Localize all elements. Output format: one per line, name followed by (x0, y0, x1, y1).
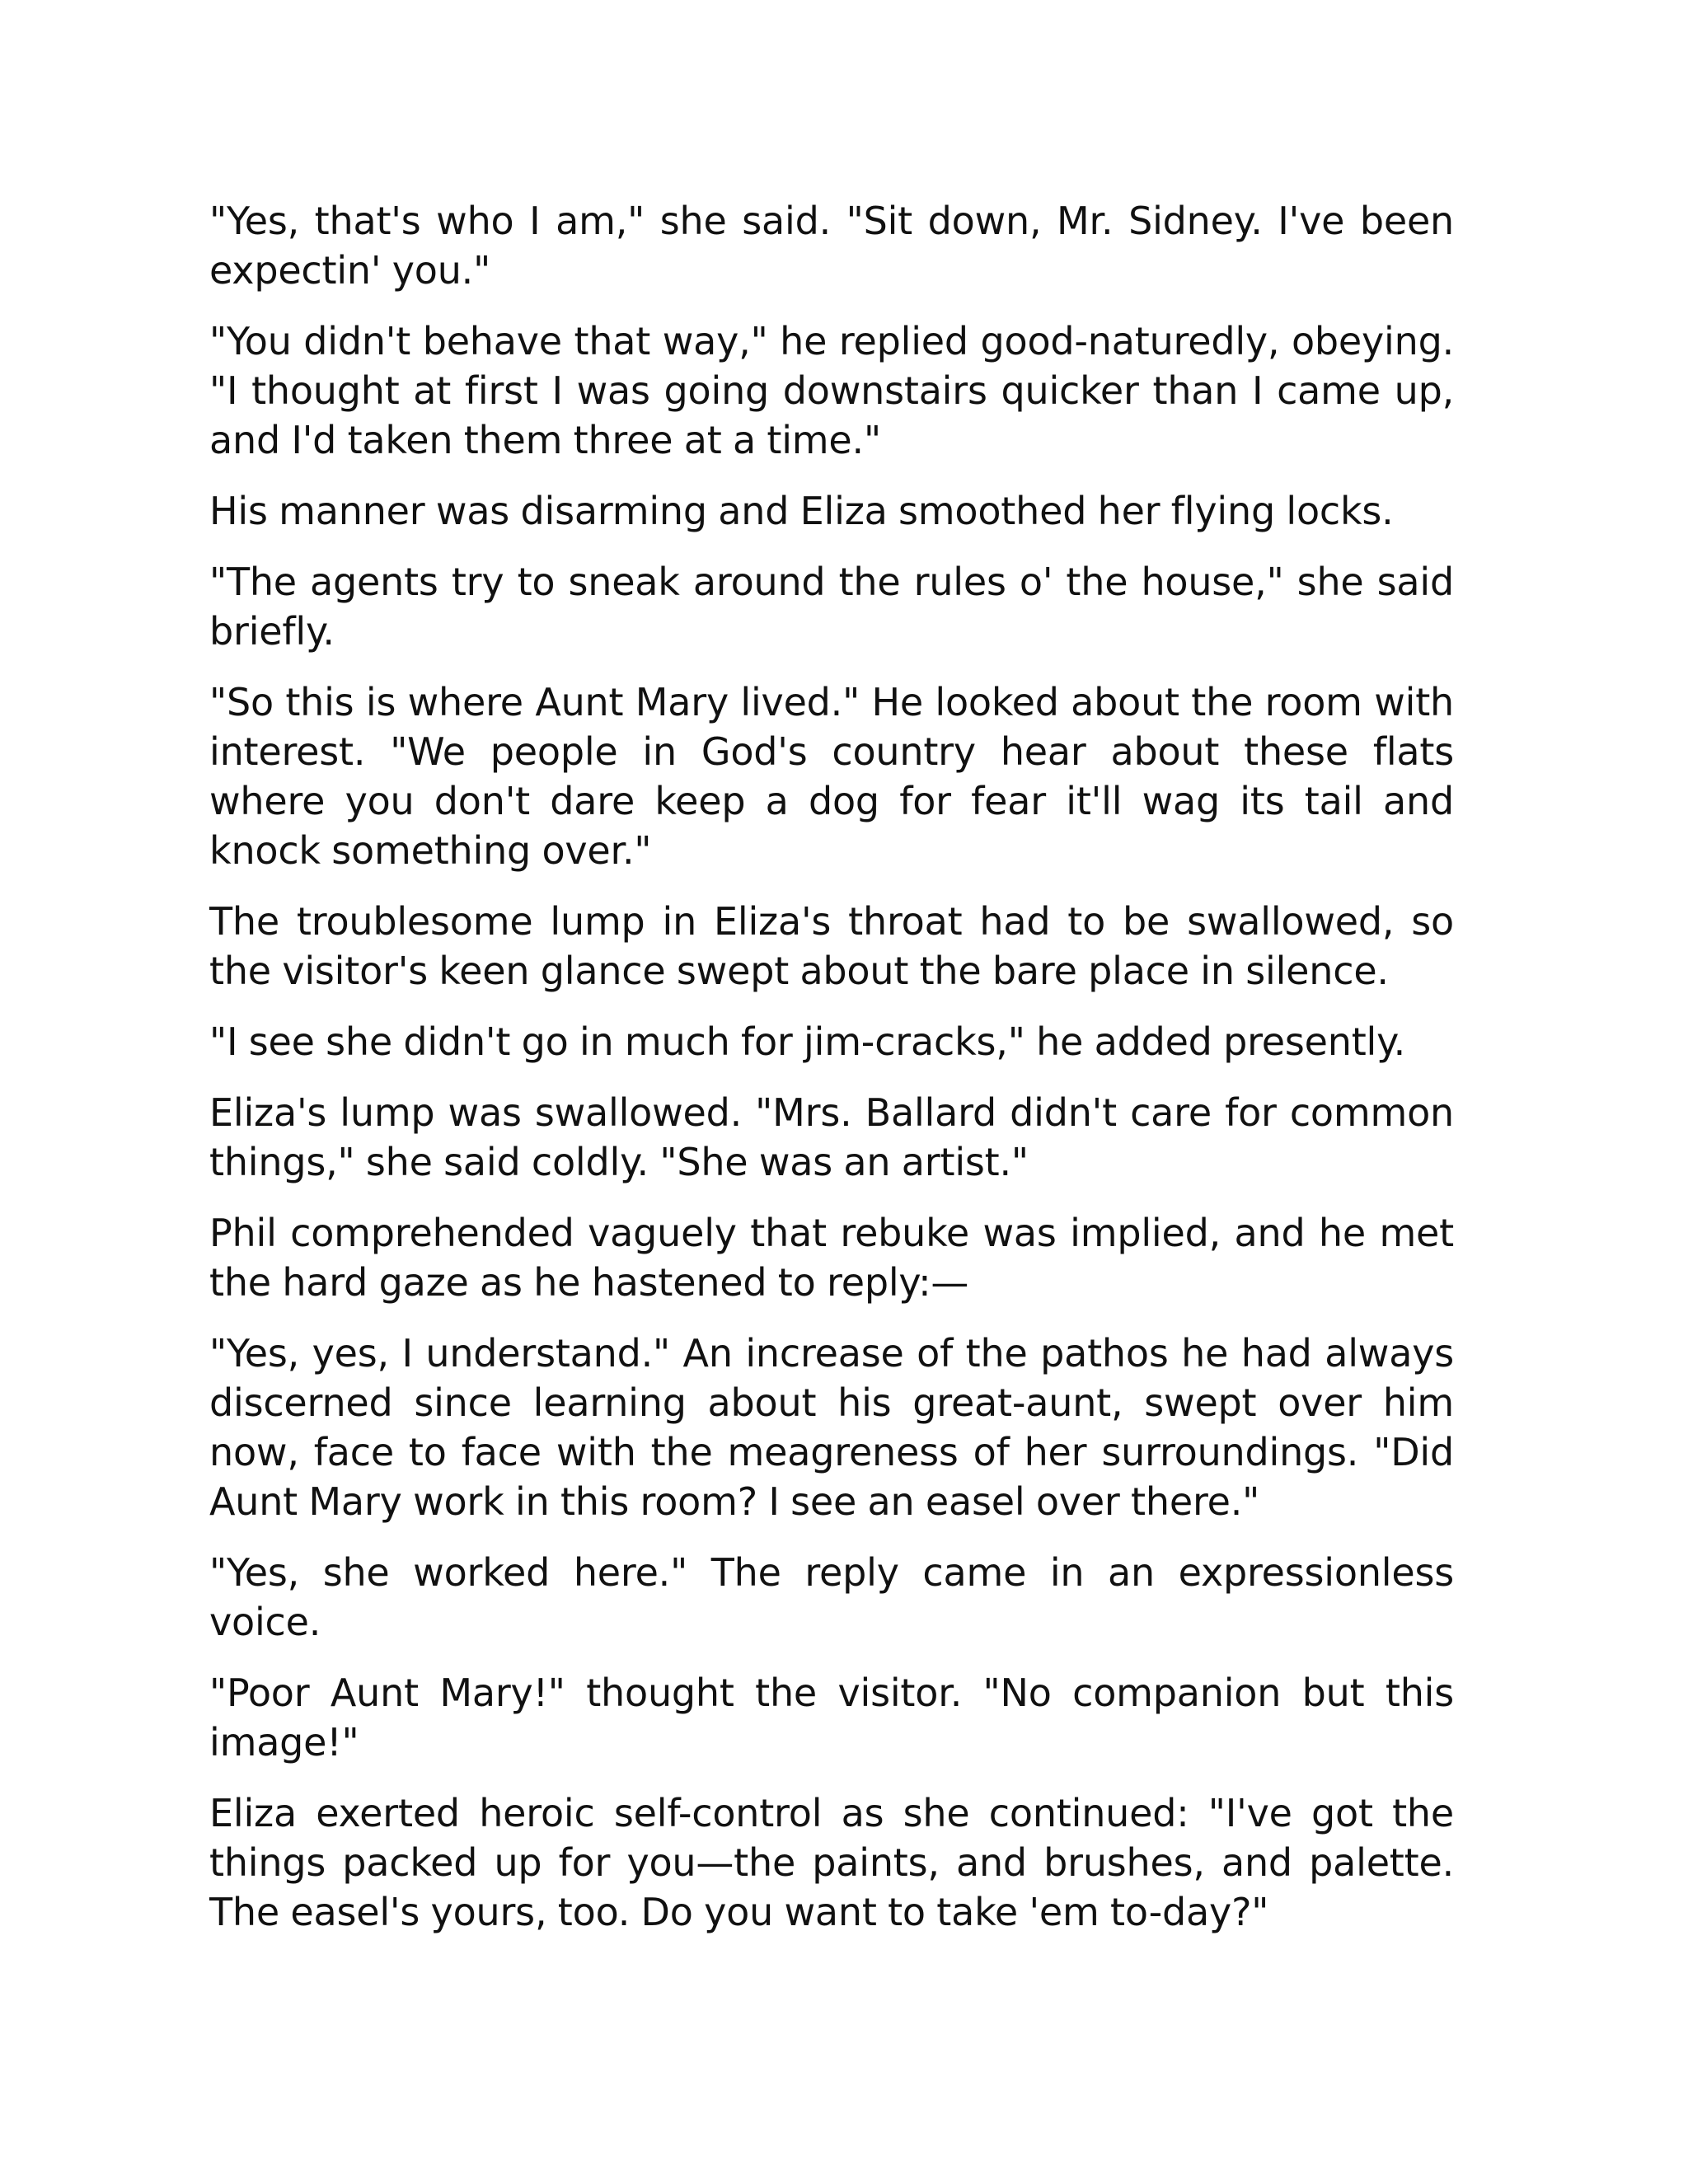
paragraph-5: "So this is where Aunt Mary lived." He looked about the room with interest. "We people in God's country hear about these flats where you don't dare keep a dog for fear it'll wag its tail and knock something over." (209, 680, 1454, 873)
paragraph-6: The troublesome lump in Eliza's throat had to be swallowed, so the visitor's keen glance swept about the bare place in silence. (209, 899, 1454, 993)
paragraph-10: "Yes, yes, I understand." An increase of the pathos he had always discerned since learning about his great-aunt, swept over him now, face to face with the meagreness of her surroundings. "Did Aunt Mary work in this room? I see an easel over there." (209, 1331, 1454, 1524)
paragraph-12: "Poor Aunt Mary!" thought the visitor. "No companion but this image!" (209, 1671, 1454, 1765)
paragraph-9: Phil comprehended vaguely that rebuke was implied, and he met the hard gaze as he hastened to reply:— (209, 1211, 1454, 1305)
paragraph-7: "I see she didn't go in much for jim-cracks," he added presently. (209, 1019, 1406, 1064)
paragraph-1: "Yes, that's who I am," she said. "Sit down, Mr. Sidney. I've been expectin' you." (209, 199, 1454, 293)
text-body (209, 196, 1454, 1958)
paragraph-4: "The agents try to sneak around the rules o' the house," she said briefly. (209, 560, 1454, 654)
paragraph-11: "Yes, she worked here." The reply came in an expressionless voice. (209, 1550, 1454, 1644)
paragraph-8: Eliza's lump was swallowed. "Mrs. Ballard didn't care for common things," she said coldly. "She was an artist." (209, 1090, 1454, 1184)
paragraph-3: His manner was disarming and Eliza smoothed her flying locks. (209, 489, 1394, 533)
paragraph-13: Eliza exerted heroic self-control as she continued: "I've got the things packed up for you—the paints, and brushes, and palette. The easel's yours, too. Do you want to take 'em to-day?" (209, 1791, 1454, 1934)
paragraph-2: "You didn't behave that way," he replied good-naturedly, obeying. "I thought at first I was going downstairs quicker than I came up, and I'd taken them three at a time." (209, 319, 1454, 462)
